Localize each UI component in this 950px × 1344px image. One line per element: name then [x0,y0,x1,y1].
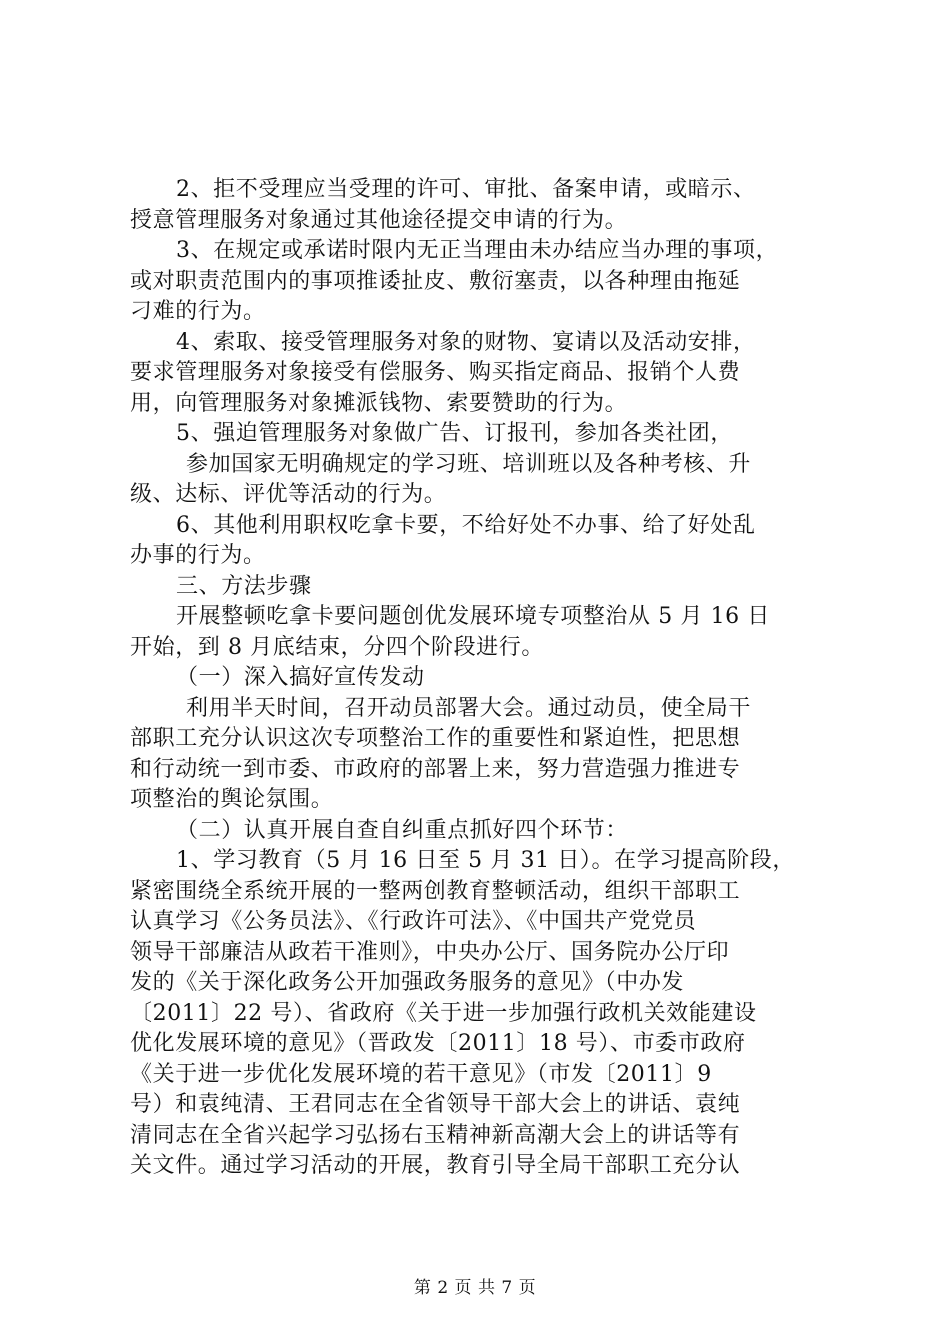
text-line: 用，向管理服务对象摊派钱物、索要赞助的行为。 [130,390,628,416]
text-line: 4、索取、接受管理服务对象的财物、宴请以及活动安排， [176,329,756,355]
text-line: 清同志在全省兴起学习弘扬右玉精神新高潮大会上的讲话等有 [130,1122,741,1148]
text-line: 刁难的行为。 [130,299,266,324]
document-body [130,175,830,1182]
text-line: 5、强迫管理服务对象做广告、订报刊，参加各类社团， [176,421,733,446]
text-line: 开始，到 8 月底结束，分四个阶段进行。 [130,634,544,660]
text-line: 三、方法步骤 [176,573,312,599]
text-line: 1、学习教育（5 月 16 日至 5 月 31 日）。在学习提高阶段， [176,848,795,873]
text-line: 利用半天时间，召开动员部署大会。通过动员，使全局干 [186,695,752,721]
text-line: 参加国家无明确规定的学习班、培训班以及各种考核、升 [186,451,752,477]
text-line: 办事的行为。 [130,543,266,568]
text-line: 优化发展环境的意见》（晋政发〔2011〕18 号）、市委市政府 [130,1031,746,1056]
text-line: 项整治的舆论氛围。 [130,787,334,812]
page-number-footer: 第 2 页 共 7 页 [413,1278,537,1298]
text-line: 部职工充分认识这次专项整治工作的重要性和紧迫性，把思想 [130,726,741,751]
text-line: （一）深入搞好宣传发动 [176,665,425,690]
text-line: 和行动统一到市委、市政府的部署上来，努力营造强力推进专 [130,756,741,782]
text-line: 2、拒不受理应当受理的许可、审批、备案申请，或暗示、 [176,177,756,202]
text-line: 紧密围绕全系统开展的一整两创教育整顿活动，组织干部职工 [130,878,741,904]
text-line: 或对职责范围内的事项推诿扯皮、敷衍塞责，以各种理由拖延 [130,268,741,294]
text-line: 要求管理服务对象接受有偿服务、购买指定商品、报销个人费 [130,360,741,385]
text-line: 授意管理服务对象通过其他途径提交申请的行为。 [130,207,628,233]
text-line: 号）和袁纯清、王君同志在全省领导干部大会上的讲话、袁纯 [130,1092,741,1117]
text-line: 认真学习《公务员法》、《行政许可法》、《中国共产党党员 [130,909,697,934]
text-line: （二）认真开展自查自纠重点抓好四个环节： [176,817,629,843]
text-line: 级、达标、评优等活动的行为。 [130,482,447,507]
text-line: 领导干部廉洁从政若干准则》，中央办公厅、国务院办公厅印 [130,939,730,965]
text-line: 发的《关于深化政务公开加强政务服务的意见》（中办发 [130,970,685,995]
text-line: 《关于进一步优化发展环境的若干意见》（市发〔2011〕9 [130,1061,712,1087]
text-line: 6、其他利用职权吃拿卡要，不给好处不办事、给了好处乱 [176,512,756,538]
text-line: 关文件。通过学习活动的开展，教育引导全局干部职工充分认 [130,1153,741,1178]
text-line: 3、在规定或承诺时限内无正当理由未办结应当办理的事项， [176,238,779,263]
text-line: 开展整顿吃拿卡要问题创优发展环境专项整治从 5 月 16 日 [176,604,770,629]
text-line: 〔2011〕22 号）、省政府《关于进一步加强行政机关效能建设 [130,1000,757,1026]
